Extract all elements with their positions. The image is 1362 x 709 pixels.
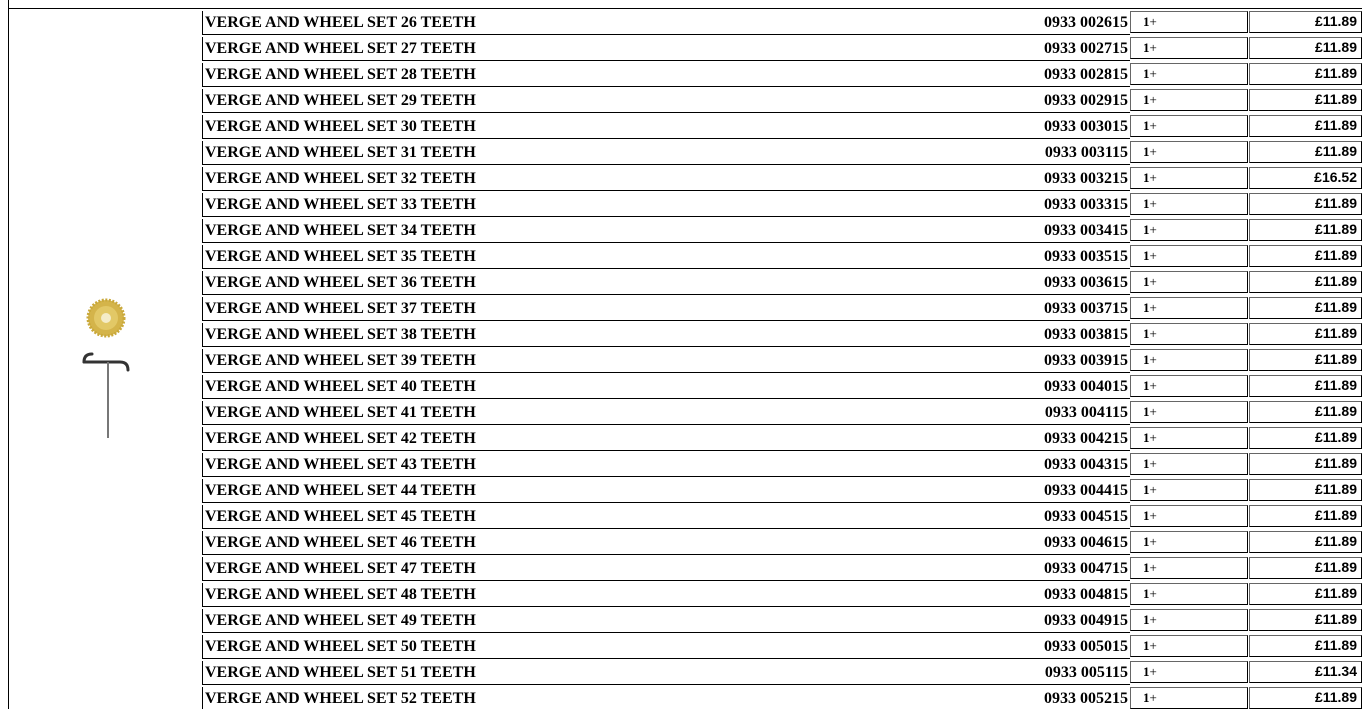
quantity-field[interactable]: [1130, 583, 1248, 605]
quantity-field[interactable]: [1130, 349, 1248, 371]
quantity-suffix: +: [1149, 534, 1157, 549]
quantity-value: 1: [1143, 482, 1150, 497]
product-code: 0933 004915: [1044, 612, 1128, 629]
product-code: 0933 003715: [1044, 300, 1128, 317]
quantity-value: 1: [1143, 378, 1150, 393]
quantity-value: 1: [1143, 430, 1150, 445]
product-description: VERGE AND WHEEL SET 39 TEETH: [202, 349, 1130, 373]
quantity-value: 1: [1143, 170, 1150, 185]
quantity-field[interactable]: [1130, 635, 1248, 657]
product-description: VERGE AND WHEEL SET 28 TEETH: [202, 63, 1130, 87]
quantity-suffix: +: [1149, 664, 1157, 679]
table-row: [202, 115, 1362, 139]
quantity-suffix: +: [1149, 352, 1157, 367]
quantity-suffix: +: [1149, 456, 1157, 471]
product-description: VERGE AND WHEEL SET 32 TEETH: [202, 167, 1130, 191]
price-field: £11.89: [1249, 89, 1362, 111]
table-row: [202, 323, 1362, 347]
table-row: [202, 141, 1362, 165]
quantity-value: 1: [1143, 222, 1150, 237]
quantity-suffix: +: [1149, 404, 1157, 419]
table-row: [202, 89, 1362, 113]
price-field: £11.89: [1249, 427, 1362, 449]
table-row: [202, 375, 1362, 399]
verge-and-wheel-set-image: [70, 296, 142, 444]
product-description: VERGE AND WHEEL SET 52 TEETH: [202, 687, 1130, 709]
quantity-suffix: +: [1149, 170, 1157, 185]
product-code: 0933 005115: [1044, 664, 1128, 681]
quantity-value: 1: [1143, 560, 1150, 575]
quantity-suffix: +: [1149, 248, 1157, 263]
product-code: 0933 004215: [1044, 430, 1128, 447]
table-row: [202, 63, 1362, 87]
quantity-value: 1: [1143, 144, 1150, 159]
quantity-suffix: +: [1149, 144, 1157, 159]
left-divider: [8, 9, 9, 709]
product-description: VERGE AND WHEEL SET 45 TEETH: [202, 505, 1130, 529]
price-field: £11.89: [1249, 557, 1362, 579]
quantity-value: 1: [1143, 508, 1150, 523]
quantity-value: 1: [1143, 118, 1150, 133]
table-row: [202, 219, 1362, 243]
price-field: £11.89: [1249, 453, 1362, 475]
price-field: £11.89: [1249, 687, 1362, 709]
table-row: [202, 531, 1362, 555]
price-field: £11.89: [1249, 115, 1362, 137]
price-field: £11.89: [1249, 37, 1362, 59]
quantity-field[interactable]: [1130, 323, 1248, 345]
quantity-value: 1: [1143, 404, 1150, 419]
product-description: VERGE AND WHEEL SET 29 TEETH: [202, 89, 1130, 113]
product-rows: [202, 11, 1362, 709]
price-field: £11.89: [1249, 11, 1362, 33]
table-row: [202, 505, 1362, 529]
product-description: VERGE AND WHEEL SET 35 TEETH: [202, 245, 1130, 269]
price-field: £11.89: [1249, 401, 1362, 423]
product-code: 0933 002615: [1044, 14, 1128, 31]
price-field: £11.89: [1249, 531, 1362, 553]
quantity-suffix: +: [1149, 638, 1157, 653]
quantity-field[interactable]: [1130, 427, 1248, 449]
product-description: VERGE AND WHEEL SET 40 TEETH: [202, 375, 1130, 399]
product-description: VERGE AND WHEEL SET 51 TEETH: [202, 661, 1130, 685]
quantity-field[interactable]: [1130, 609, 1248, 631]
price-field: £11.34: [1249, 661, 1362, 683]
product-description: VERGE AND WHEEL SET 42 TEETH: [202, 427, 1130, 451]
product-code: 0933 003015: [1044, 118, 1128, 135]
table-row: [202, 245, 1362, 269]
product-code: 0933 004015: [1044, 378, 1128, 395]
quantity-field[interactable]: [1130, 505, 1248, 527]
quantity-value: 1: [1143, 586, 1150, 601]
product-code: 0933 005215: [1044, 690, 1128, 707]
table-row: [202, 557, 1362, 581]
quantity-suffix: +: [1149, 482, 1157, 497]
quantity-suffix: +: [1149, 40, 1157, 55]
table-row: [202, 11, 1362, 35]
table-row: [202, 37, 1362, 61]
top-divider: [8, 0, 1362, 9]
quantity-suffix: +: [1149, 274, 1157, 289]
quantity-suffix: +: [1149, 586, 1157, 601]
product-code: 0933 003815: [1044, 326, 1128, 343]
quantity-suffix: +: [1149, 300, 1157, 315]
quantity-field[interactable]: [1130, 193, 1248, 215]
quantity-suffix: +: [1149, 14, 1157, 29]
price-field: £11.89: [1249, 271, 1362, 293]
quantity-value: 1: [1143, 456, 1150, 471]
price-field: £11.89: [1249, 245, 1362, 267]
quantity-field[interactable]: [1130, 401, 1248, 423]
quantity-field[interactable]: [1130, 89, 1248, 111]
quantity-value: 1: [1143, 300, 1150, 315]
table-row: [202, 635, 1362, 659]
quantity-value: 1: [1143, 612, 1150, 627]
product-description: VERGE AND WHEEL SET 38 TEETH: [202, 323, 1130, 347]
product-code: 0933 004315: [1044, 456, 1128, 473]
product-code: 0933 003415: [1044, 222, 1128, 239]
price-field: £11.89: [1249, 349, 1362, 371]
product-code: 0933 003115: [1044, 144, 1128, 161]
quantity-field[interactable]: [1130, 687, 1248, 709]
product-code: 0933 002815: [1044, 66, 1128, 83]
table-row: [202, 297, 1362, 321]
product-description: VERGE AND WHEEL SET 41 TEETH: [202, 401, 1130, 425]
table-row: [202, 427, 1362, 451]
quantity-suffix: +: [1149, 378, 1157, 393]
quantity-field[interactable]: [1130, 115, 1248, 137]
product-description: VERGE AND WHEEL SET 50 TEETH: [202, 635, 1130, 659]
price-field: £11.89: [1249, 479, 1362, 501]
quantity-value: 1: [1143, 274, 1150, 289]
table-row: [202, 479, 1362, 503]
quantity-value: 1: [1143, 92, 1150, 107]
product-description: VERGE AND WHEEL SET 36 TEETH: [202, 271, 1130, 295]
table-row: [202, 583, 1362, 607]
quantity-suffix: +: [1149, 118, 1157, 133]
price-field: £16.52: [1249, 167, 1362, 189]
table-row: [202, 661, 1362, 685]
product-description: VERGE AND WHEEL SET 30 TEETH: [202, 115, 1130, 139]
price-field: £11.89: [1249, 219, 1362, 241]
product-code: 0933 004815: [1044, 586, 1128, 603]
product-code: 0933 003315: [1044, 196, 1128, 213]
table-row: [202, 609, 1362, 633]
product-code: 0933 002715: [1044, 40, 1128, 57]
quantity-field[interactable]: [1130, 63, 1248, 85]
price-field: £11.89: [1249, 609, 1362, 631]
product-description: VERGE AND WHEEL SET 31 TEETH: [202, 141, 1130, 165]
quantity-value: 1: [1143, 40, 1150, 55]
product-description: VERGE AND WHEEL SET 44 TEETH: [202, 479, 1130, 503]
product-description: VERGE AND WHEEL SET 34 TEETH: [202, 219, 1130, 243]
quantity-field[interactable]: [1130, 167, 1248, 189]
quantity-suffix: +: [1149, 690, 1157, 705]
product-description: VERGE AND WHEEL SET 48 TEETH: [202, 583, 1130, 607]
quantity-suffix: +: [1149, 222, 1157, 237]
quantity-value: 1: [1143, 352, 1150, 367]
table-row: [202, 271, 1362, 295]
product-description: VERGE AND WHEEL SET 37 TEETH: [202, 297, 1130, 321]
quantity-field[interactable]: [1130, 245, 1248, 267]
quantity-value: 1: [1143, 690, 1150, 705]
quantity-field[interactable]: [1130, 141, 1248, 163]
quantity-field[interactable]: [1130, 271, 1248, 293]
product-code: 0933 004515: [1044, 508, 1128, 525]
product-code: 0933 005015: [1044, 638, 1128, 655]
quantity-value: 1: [1143, 14, 1150, 29]
quantity-suffix: +: [1149, 196, 1157, 211]
quantity-suffix: +: [1149, 430, 1157, 445]
quantity-suffix: +: [1149, 66, 1157, 81]
price-field: £11.89: [1249, 323, 1362, 345]
quantity-value: 1: [1143, 196, 1150, 211]
table-row: [202, 167, 1362, 191]
price-field: £11.89: [1249, 635, 1362, 657]
table-row: [202, 687, 1362, 709]
quantity-suffix: +: [1149, 560, 1157, 575]
quantity-suffix: +: [1149, 612, 1157, 627]
quantity-field[interactable]: [1130, 531, 1248, 553]
product-code: 0933 004115: [1044, 404, 1128, 421]
price-field: £11.89: [1249, 375, 1362, 397]
quantity-field[interactable]: [1130, 219, 1248, 241]
quantity-value: 1: [1143, 638, 1150, 653]
product-description: VERGE AND WHEEL SET 49 TEETH: [202, 609, 1130, 633]
quantity-value: 1: [1143, 664, 1150, 679]
quantity-field[interactable]: [1130, 375, 1248, 397]
quantity-field[interactable]: [1130, 453, 1248, 475]
product-description: VERGE AND WHEEL SET 27 TEETH: [202, 37, 1130, 61]
table-row: [202, 453, 1362, 477]
product-description: VERGE AND WHEEL SET 47 TEETH: [202, 557, 1130, 581]
product-description: VERGE AND WHEEL SET 26 TEETH: [202, 11, 1130, 35]
price-field: £11.89: [1249, 297, 1362, 319]
price-field: £11.89: [1249, 505, 1362, 527]
quantity-field[interactable]: [1130, 297, 1248, 319]
product-code: 0933 003215: [1044, 170, 1128, 187]
product-description: VERGE AND WHEEL SET 43 TEETH: [202, 453, 1130, 477]
product-code: 0933 003915: [1044, 352, 1128, 369]
price-field: £11.89: [1249, 63, 1362, 85]
quantity-value: 1: [1143, 248, 1150, 263]
product-code: 0933 004715: [1044, 560, 1128, 577]
quantity-field[interactable]: [1130, 661, 1248, 683]
product-description: VERGE AND WHEEL SET 33 TEETH: [202, 193, 1130, 217]
table-row: [202, 401, 1362, 425]
table-row: [202, 193, 1362, 217]
quantity-field[interactable]: [1130, 479, 1248, 501]
quantity-value: 1: [1143, 326, 1150, 341]
product-code: 0933 003615: [1044, 274, 1128, 291]
price-field: £11.89: [1249, 193, 1362, 215]
product-code: 0933 002915: [1044, 92, 1128, 109]
quantity-value: 1: [1143, 534, 1150, 549]
quantity-field[interactable]: [1130, 11, 1248, 33]
quantity-value: 1: [1143, 66, 1150, 81]
price-field: £11.89: [1249, 583, 1362, 605]
table-row: [202, 349, 1362, 373]
quantity-suffix: +: [1149, 508, 1157, 523]
product-code: 0933 004615: [1044, 534, 1128, 551]
quantity-field[interactable]: [1130, 557, 1248, 579]
quantity-field[interactable]: [1130, 37, 1248, 59]
quantity-suffix: +: [1149, 92, 1157, 107]
price-field: £11.89: [1249, 141, 1362, 163]
product-code: 0933 003515: [1044, 248, 1128, 265]
product-code: 0933 004415: [1044, 482, 1128, 499]
product-description: VERGE AND WHEEL SET 46 TEETH: [202, 531, 1130, 555]
quantity-suffix: +: [1149, 326, 1157, 341]
